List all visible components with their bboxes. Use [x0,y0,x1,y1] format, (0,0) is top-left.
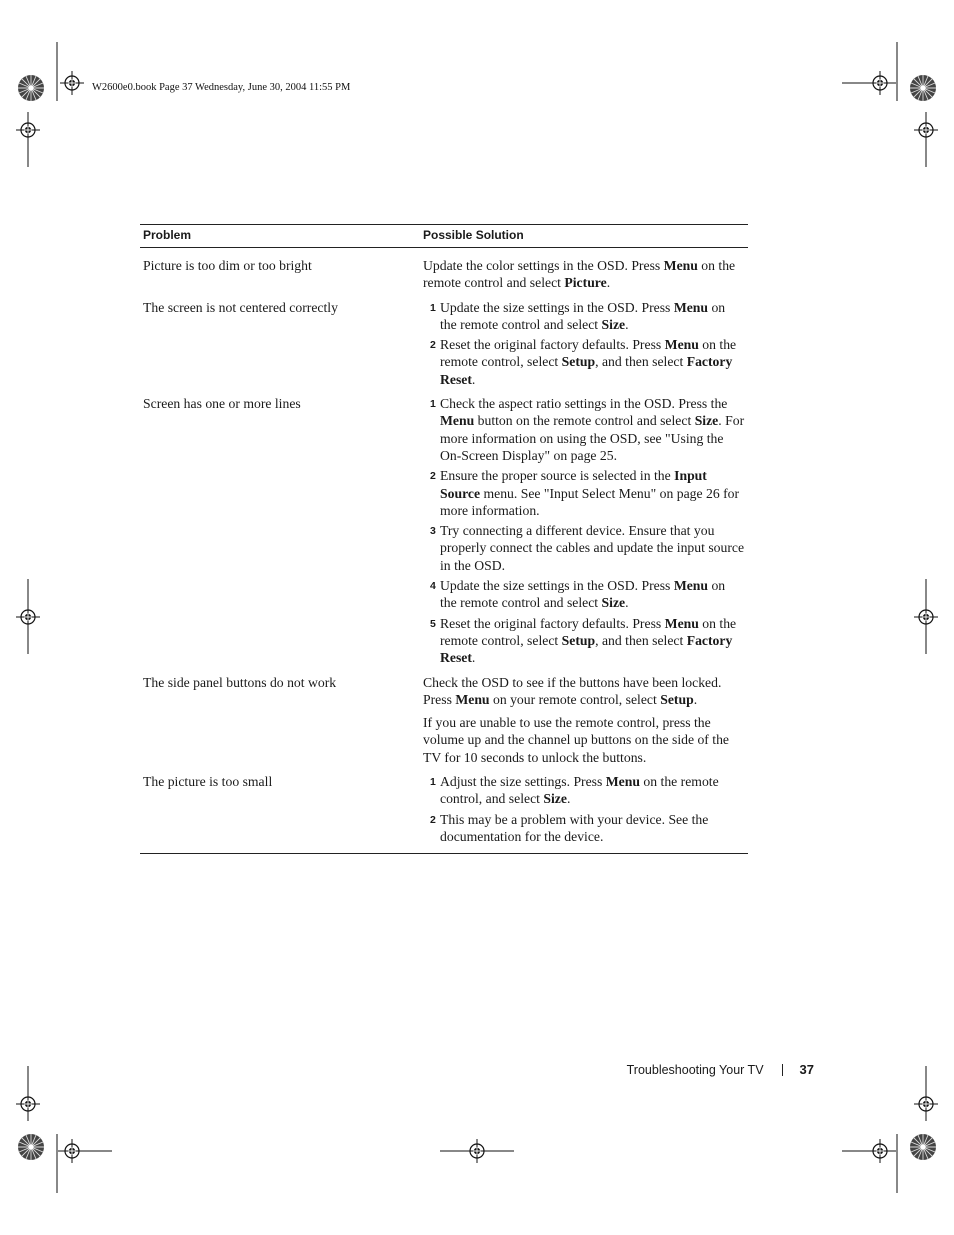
keyword: Menu [455,691,490,707]
table-row [140,674,748,773]
text-run: on your remote control, select [489,691,661,707]
step-number: 2 [430,813,436,826]
step-number: 5 [430,617,436,630]
solution-cell [420,299,748,395]
text-run: Update the size settings in the OSD. Press [440,299,674,315]
keyword: Factory Reset [440,354,733,387]
solution-paragraph [423,257,745,292]
text-run: Reset the original factory defaults. Press [440,337,665,353]
text-run: , and then select [595,632,687,648]
problem-cell: The side panel buttons do not work [143,674,337,690]
text-run: Adjust the size settings. Press [440,774,606,790]
text-run: on the remote control and select [423,258,736,291]
solution-step [423,522,745,574]
keyword: Input Source [440,468,707,501]
text-run: . For more information on using the OSD, see "Using the On-Screen Display" on page 25. [440,413,745,463]
solution-step [423,467,745,519]
solution-step [423,299,745,334]
keyword: Menu [664,337,699,353]
troubleshooting-table [140,224,748,854]
keyword: Size [543,791,567,807]
step-number: 1 [430,776,436,789]
text-run: If you are unable to use the remote control, press the volume up and the channel up buttons on the side of the TV for 10 seconds to unlock the buttons. [423,715,730,765]
solution-step [423,395,745,464]
text-run: This may be a problem with your device. See the documentation for the device. [440,811,709,844]
solution-step [423,577,745,612]
text-run: , and then select [595,354,687,370]
text-run: . [606,275,611,291]
troubleshooting-table-container [140,224,748,854]
text-run: Ensure the proper source is selected in the [440,468,675,484]
solution-paragraph [423,714,745,766]
text-run: on the remote control and select [440,299,726,332]
keyword: Size [694,413,719,429]
solution-paragraph [423,674,745,709]
solution-step [423,811,745,846]
column-header-problem: Problem [140,225,420,248]
text-run: . [471,371,476,387]
text-run: . [625,595,629,611]
keyword: Size [601,316,626,332]
keyword: Menu [605,774,640,790]
text-run: Update the color settings in the OSD. Press [423,258,664,273]
book-file-header: W2600e0.book Page 37 Wednesday, June 30, 2004 11:55 PM [92,82,351,93]
footer-divider [782,1064,783,1076]
text-run: on the remote control, and select [440,774,719,807]
step-number: 1 [430,398,436,411]
step-number: 4 [430,580,436,593]
text-run: . [693,691,698,707]
table-row [140,395,748,673]
problem-cell: Screen has one or more lines [143,396,301,412]
table-header-row [140,225,748,248]
table-row [140,248,748,299]
table-row [140,773,748,854]
keyword: Menu [663,258,698,273]
step-number: 3 [430,525,436,538]
text-run: button on the remote control and select [474,413,695,429]
text-run: menu. See "Input Select Menu" on page 26 for more information. [440,485,740,518]
text-run: Check the aspect ratio settings in the OSD. Press the [440,396,728,412]
solution-cell [420,674,748,773]
page-number: 37 [799,1062,814,1077]
solution-cell [420,248,748,299]
problem-cell: The screen is not centered correctly [143,299,338,315]
keyword: Menu [664,615,699,631]
keyword: Setup [561,354,596,370]
footer-section-title: Troubleshooting Your TV [626,1062,764,1077]
text-run: . [471,650,476,666]
keyword: Menu [673,578,709,594]
text-run: Try connecting a different device. Ensure that you properly connect the cables and update the input source in the OSD. [440,523,745,573]
keyword: Menu [673,299,709,315]
step-number: 1 [430,301,436,314]
keyword: Setup [561,632,596,648]
solution-step [423,615,745,667]
page-footer [600,1062,814,1077]
keyword: Factory Reset [440,632,733,666]
problem-cell: The picture is too small [140,773,420,854]
text-run: Reset the original factory defaults. Press [440,615,665,631]
keyword: Setup [660,691,694,707]
problem-cell: Picture is too dim or too bright [143,258,312,273]
column-header-solution: Possible Solution [420,225,748,248]
keyword: Picture [564,275,607,291]
text-run: on the remote control, select [440,337,737,370]
text-run: on the remote control, select [440,615,737,648]
text-run: . [625,316,629,332]
table-row [140,299,748,395]
text-run: Update the size settings in the OSD. Press [440,578,674,594]
keyword: Menu [440,413,475,429]
step-number: 2 [430,339,436,352]
table-body [140,248,748,854]
solution-step [423,773,745,808]
text-run: on the remote control and select [440,578,726,611]
solution-cell [420,395,748,673]
text-run: Check the OSD to see if the buttons have been locked. Press [423,674,722,707]
step-number: 2 [430,470,436,483]
solution-step [423,336,745,388]
solution-cell [420,773,748,854]
keyword: Size [601,595,626,611]
text-run: . [566,791,571,807]
